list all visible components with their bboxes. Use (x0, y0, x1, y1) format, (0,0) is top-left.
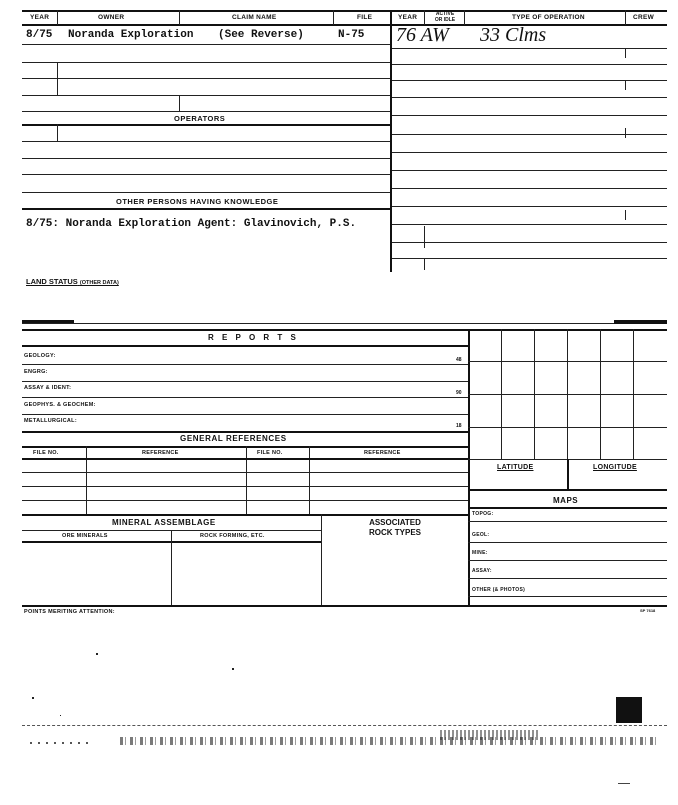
longitude-label: LONGITUDE (593, 464, 637, 471)
file-header: FILE (357, 14, 373, 21)
row1-owner: Noranda Exploration (68, 29, 194, 41)
report-geophys-label: GEOPHYS. & GEOCHEM: (24, 402, 96, 408)
divider-right-mark (614, 320, 667, 324)
ore-minerals-label: ORE MINERALS (62, 533, 108, 539)
claim-name-header: CLAIM NAME (232, 14, 277, 21)
operators-label: OPERATORS (174, 114, 226, 123)
other-persons-entry: 8/75: Noranda Exploration Agent: Glavinovich, P.S. (26, 218, 357, 230)
maps-other-photos: OTHER (& PHOTOS) (472, 587, 526, 593)
scan-black-patch (616, 697, 642, 723)
report-engrg-label: ENGRG: (24, 369, 48, 375)
row1-year: 8/75 (26, 29, 53, 41)
report-assay-label: ASSAY & IDENT: (24, 385, 72, 391)
owner-header: OWNER (98, 14, 125, 21)
land-status-heading: LAND STATUS (OTHER DATA) (26, 277, 119, 286)
maps-title: MAPS (553, 496, 579, 505)
rock-forming-label: ROCK FORMING, ETC. (200, 533, 265, 539)
report-metallurgical-label: METALLURGICAL: (24, 418, 77, 424)
report-metallurgical-num: 18 (456, 423, 462, 429)
gr-reference-1: REFERENCE (142, 450, 179, 456)
type-of-operation-header: TYPE OF OPERATION (512, 14, 585, 21)
active-or-idle-header: ACTIVE OR IDLE (434, 11, 456, 23)
mineral-assemblage-title: MINERAL ASSEMBLAGE (112, 518, 216, 527)
report-geology-num: 48 (456, 357, 462, 363)
report-geology-label: GEOLOGY: (24, 353, 56, 359)
crew-header: CREW (633, 14, 655, 21)
year-right-header: YEAR (398, 14, 418, 21)
row1-file: N-75 (338, 29, 365, 41)
handwritten-year-active: 76 AW (396, 24, 449, 46)
gr-file-no-2: FILE NO. (257, 450, 283, 456)
reports-title: R E P O R T S (208, 333, 299, 342)
maps-assay: ASSAY: (472, 568, 492, 574)
points-meriting-attention: POINTS MERITING ATTENTION: (24, 609, 115, 615)
form-code: SP 7618 (640, 608, 656, 613)
maps-mine: MINE: (472, 550, 488, 556)
gr-file-no-1: FILE NO. (33, 450, 59, 456)
associated-rock-types: ASSOCIATED ROCK TYPES (368, 518, 421, 537)
gr-reference-2: REFERENCE (364, 450, 401, 456)
maps-topog: TOPOG: (472, 511, 494, 517)
report-assay-num: 90 (456, 390, 462, 396)
general-references-title: GENERAL REFERENCES (180, 434, 287, 443)
year-header: YEAR (30, 14, 50, 21)
other-persons-label: OTHER PERSONS HAVING KNOWLEDGE (116, 197, 279, 206)
latitude-label: LATITUDE (497, 464, 534, 471)
maps-geol: GEOL: (472, 532, 490, 538)
row1-claim-name: (See Reverse) (218, 29, 304, 41)
handwritten-operation: 33 Clms (480, 24, 547, 46)
